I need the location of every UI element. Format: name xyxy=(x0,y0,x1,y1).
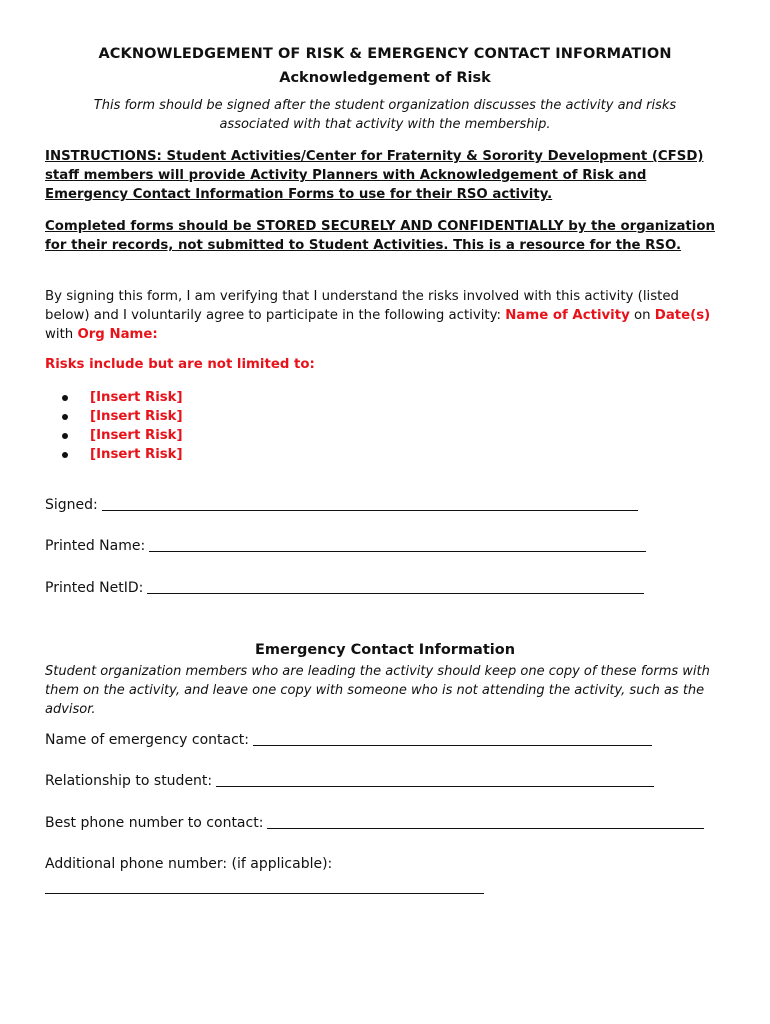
emergency-name-row xyxy=(45,732,652,748)
bullet-icon xyxy=(62,395,68,401)
risk-item-text: [Insert Risk] xyxy=(90,390,183,405)
printed-name-row xyxy=(45,538,646,554)
printed-netid-field[interactable] xyxy=(147,593,644,594)
risks-heading: Risks include but are not limited to: xyxy=(45,357,315,372)
verification-text-3: with xyxy=(45,327,78,342)
risk-item-text: [Insert Risk] xyxy=(90,409,183,424)
section-title-acknowledgement: Acknowledgement of Risk xyxy=(279,70,491,86)
activity-name-placeholder[interactable]: Name of Activity xyxy=(505,308,630,323)
risk-item[interactable] xyxy=(62,445,183,464)
printed-name-label: Printed Name: xyxy=(45,538,146,554)
printed-name-field[interactable] xyxy=(149,551,646,552)
relationship-field[interactable] xyxy=(216,786,654,787)
emergency-name-field[interactable] xyxy=(253,745,652,746)
emergency-name-label: Name of emergency contact: xyxy=(45,732,249,748)
bullet-icon xyxy=(62,452,68,458)
emergency-contact-intro: Student organization members who are leading the activity should keep one copy of these forms with them on the activity, and leave one copy with someone who is not attending the activity, such as the advisor. xyxy=(45,664,710,717)
risk-item-text: [Insert Risk] xyxy=(90,447,183,462)
storage-note: Completed forms should be STORED SECURELY AND CONFIDENTIALLY by the organization for their records, not submitted to Student Activities. This is a resource for the RSO. xyxy=(45,219,715,253)
printed-netid-row xyxy=(45,580,644,596)
best-phone-label: Best phone number to contact: xyxy=(45,815,264,831)
acknowledgement-intro: This form should be signed after the student organization discusses the activity and risks associated with that activity with the membership. xyxy=(93,98,677,132)
risk-item[interactable] xyxy=(62,426,183,445)
verification-text-2: on xyxy=(629,308,655,323)
additional-phone-row xyxy=(45,856,332,872)
relationship-label: Relationship to student: xyxy=(45,773,213,789)
date-placeholder[interactable]: Date(s) xyxy=(654,308,711,323)
additional-phone-field[interactable] xyxy=(45,893,484,894)
risk-item-text: [Insert Risk] xyxy=(90,428,183,443)
printed-netid-label: Printed NetID: xyxy=(45,580,144,596)
verification-statement xyxy=(45,287,725,344)
instructions-paragraph: INSTRUCTIONS: Student Activities/Center for Fraternity & Sorority Development (CFSD) staff members will provide Activity Planners with Acknowledgement of Risk and Emergency Contact Information Forms to use for their RSO activity. xyxy=(45,149,704,202)
signed-row xyxy=(45,497,638,513)
bullet-icon xyxy=(62,414,68,420)
best-phone-field[interactable] xyxy=(267,828,704,829)
risk-list xyxy=(62,388,183,464)
relationship-row xyxy=(45,773,654,789)
verification-text-1: By signing this form, I am verifying that I understand the risks involved with this activity (listed below) and I voluntarily agree to participate in the following activity: xyxy=(45,289,679,323)
emergency-contact-heading: Emergency Contact Information xyxy=(254,642,516,658)
additional-phone-label: Additional phone number: (if applicable): xyxy=(45,856,333,872)
org-name-placeholder[interactable]: Org Name: xyxy=(77,327,158,342)
form-title: ACKNOWLEDGEMENT OF RISK & EMERGENCY CONTACT INFORMATION xyxy=(98,46,672,62)
signed-field[interactable] xyxy=(102,510,638,511)
signed-label: Signed: xyxy=(45,497,98,513)
risk-item[interactable] xyxy=(62,388,183,407)
best-phone-row xyxy=(45,815,704,831)
bullet-icon xyxy=(62,433,68,439)
risk-item[interactable] xyxy=(62,407,183,426)
